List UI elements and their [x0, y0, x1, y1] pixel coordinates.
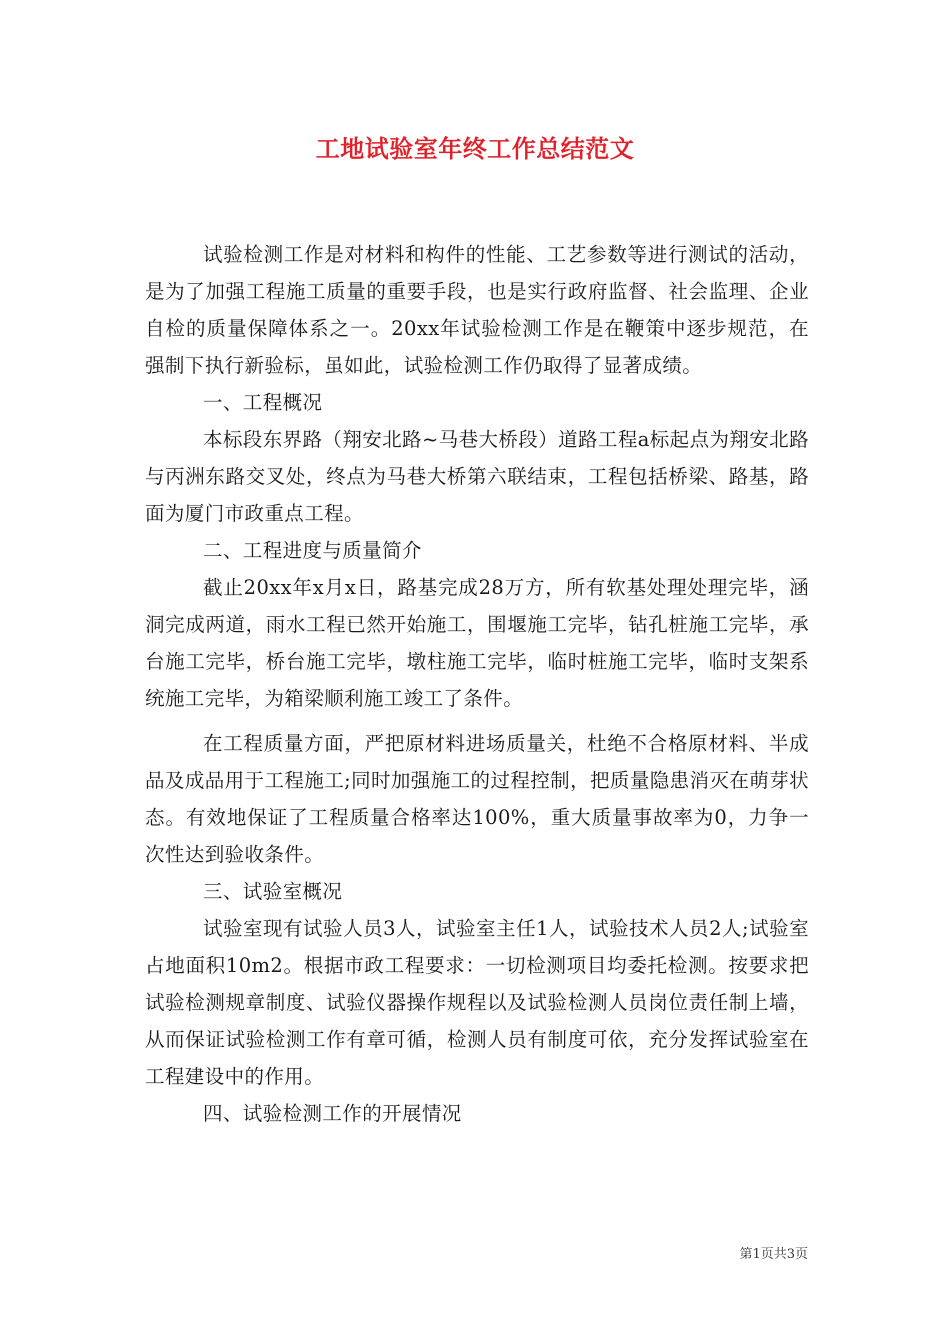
paragraph-lab-overview: 试验室现有试验人员3人，试验室主任1人，试验技术人员2人;试验室占地面积10m2。根据市政工程要求：一切检测项目均委托检测。按要求把试验检测规章制度、试验仪器操作规程以及试验检测人员岗位责任制上墙，从而保证试验检测工作有章可循，检测人员有制度可依，充分发挥试验室在工程建设中的作用。: [145, 917, 809, 1088]
paragraph-project-overview: 本标段东界路（翔安北路~马巷大桥段）道路工程a标起点为翔安北路与丙洲东路交叉处，终点为马巷大桥第六联结束，工程包括桥梁、路基，路面为厦门市政重点工程。: [145, 428, 809, 525]
section-heading-2: 二、工程进度与质量简介: [203, 539, 422, 562]
section-heading-4: 四、试验检测工作的开展情况: [203, 1102, 462, 1125]
page-number-footer: 第1页共3页: [739, 1247, 808, 1262]
section-heading-1: 一、工程概况: [203, 391, 323, 414]
section-heading-3: 三、试验室概况: [203, 880, 343, 903]
paragraph-intro: 试验检测工作是对材料和构件的性能、工艺参数等进行测试的活动，是为了加强工程施工质量的重要手段，也是实行政府监督、社会监理、企业自检的质量保障体系之一。20xx年试验检测工作是在鞭策中逐步规范，在强制下执行新验标，虽如此，试验检测工作仍取得了显著成绩。: [145, 243, 809, 377]
paragraph-quality: 在工程质量方面，严把原材料进场质量关，杜绝不合格原材料、半成品及成品用于工程施工;同时加强施工的过程控制，把质量隐患消灭在萌芽状态。有效地保证了工程质量合格率达100%，重大质量事故率为0，力争一次性达到验收条件。: [145, 732, 809, 866]
paragraph-progress: 截止20xx年x月x日，路基完成28万方，所有软基处理处理完毕，涵洞完成两道，雨水工程已然开始施工，围堰施工完毕，钻孔桩施工完毕，承台施工完毕，桥台施工完毕，墩柱施工完毕，临时桩施工完毕，临时支架系统施工完毕，为箱梁顺利施工竣工了条件。: [145, 576, 809, 710]
document-title: 工地试验室年终工作总结范文: [315, 134, 635, 163]
document-body: [145, 236, 809, 1132]
